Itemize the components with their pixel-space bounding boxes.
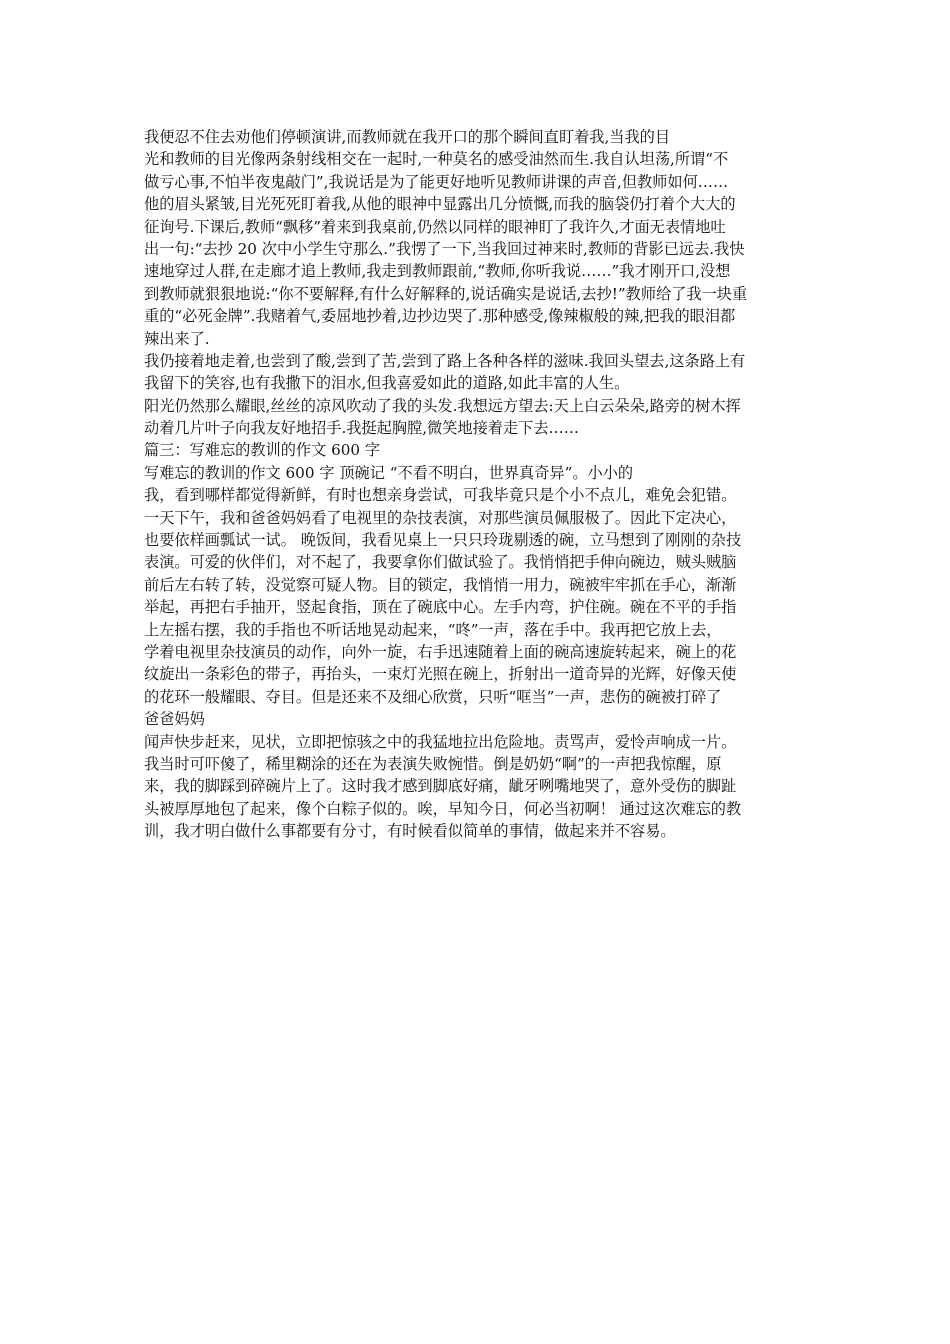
text-line: 举起，再把右手抽开，竖起食指，顶在了碗底中心。左手内弯，护住碗。碗在不平的手指: [144, 598, 737, 617]
text-line: 训，我才明白做什么事都要有分寸，有时候看似简单的事情，做起来并不容易。: [144, 822, 676, 841]
text-line: 到教师就狠狠地说:“你不要解释,有什么好解释的,说话确实是说话,去抄!”教师给了我一块重: [144, 284, 748, 303]
text-line: 光和教师的目光像两条射线相交在一起时,一种莫名的感受油然而生.我自认坦荡,所谓“不: [144, 150, 729, 169]
text-line: 头被厚厚地包了起来，像个白粽子似的。唉，早知今日，何必当初啊！ 通过这次难忘的教: [144, 799, 742, 818]
text-line: 也要依样画瓢试一试。 晚饭间，我看见桌上一只只玲珑剔透的碗，立马想到了刚刚的杂技: [144, 531, 742, 550]
text-line: 我当时可吓傻了，稀里糊涂的还在为表演失败惋惜。倒是奶奶“啊”的一声把我惊醒，原: [144, 754, 722, 773]
text-line: 闻声快步赶来，见状，立即把惊骇之中的我猛地拉出危险地。责骂声，爱怜声响成一片。: [144, 732, 737, 751]
text-line: 动着几片叶子向我友好地招手.我挺起胸膛,微笑地接着走下去……: [144, 419, 579, 438]
text-line: 速地穿过人群,在走廊才追上教师,我走到教师跟前,“教师,你听我说……”我才刚开口,没想: [144, 262, 731, 281]
text-line: 写难忘的教训的作文 600 字 顶碗记 “不看不明白，世界真奇异”。小小的: [144, 463, 634, 482]
text-line: 上左摇右摆，我的手指也不听话地晃动起来，“咚”一声，落在手中。我再把它放上去，: [144, 620, 722, 639]
text-line: 他的眉头紧皱,目光死死盯着我,从他的眼神中显露出几分愤慨,而我的脑袋仍打着个大大的: [144, 195, 736, 214]
text-line: 前后左右转了转，没觉察可疑人物。目的锁定，我悄悄一用力，碗被牢牢抓在手心，渐渐: [144, 575, 737, 594]
text-line: 我便忍不住去劝他们停顿演讲,而教师就在我开口的那个瞬间直盯着我,当我的目: [144, 128, 671, 146]
text-line: 的花环一般耀眼、夺目。但是还来不及细心欣赏，只听“哐当”一声，悲伤的碗被打碎了: [144, 687, 722, 706]
text-line: 出一句:“去抄 20 次中小学生守那么.”我愣了一下,当我回过神来时,教师的背影已远去.我快: [144, 239, 745, 258]
text-line: 表演。可爱的伙伴们，对不起了，我要拿你们做试验了。我悄悄把手伸向碗边，贼头贼脑: [144, 553, 737, 572]
section-heading: 篇三：写难忘的教训的作文 600 字: [144, 441, 381, 460]
text-line: 我留下的笑容,也有我撒下的泪水,但我喜爱如此的道路,如此丰富的人生。: [144, 374, 630, 393]
text-line: 重的“必死金牌”.我赌着气,委屈地抄着,边抄边哭了.那种感受,像辣椒般的辣,把我的眼泪都: [144, 307, 736, 326]
text-line: 阳光仍然那么耀眼,丝丝的凉风吹动了我的头发.我想远方望去:天上白云朵朵,路旁的树木挥: [144, 396, 741, 415]
text-line: 学着电视里杂技演员的动作，向外一旋，右手迅速随着上面的碗高速旋转起来，碗上的花: [144, 642, 737, 661]
text-line: 征询号.下课后,教师“飘移”着来到我桌前,仍然以同样的眼神盯了我许久,才面无表情地吐: [144, 217, 726, 236]
text-line: 辣出来了.: [144, 329, 210, 348]
text-line: 我，看到哪样都觉得新鲜，有时也想亲身尝试，可我毕竟只是个小不点儿，难免会犯错。: [144, 486, 737, 505]
text-line: 纹旋出一条彩色的带子，再抬头，一束灯光照在碗上，折射出一道奇异的光辉，好像天使: [144, 665, 737, 684]
text-line: 爸爸妈妈: [144, 710, 205, 729]
text-line: 做亏心事,不怕半夜鬼敲门”,我说话是为了能更好地听见教师讲课的声音,但教师如何……: [144, 172, 729, 191]
text-line: 我仍接着地走着,也尝到了酸,尝到了苦,尝到了路上各种各样的滋味.我回头望去,这条路上有: [144, 351, 746, 370]
text-line: 一天下午，我和爸爸妈妈看了电视里的杂技表演，对那些演员佩服极了。因此下定决心，: [144, 508, 737, 527]
text-line: 来，我的脚踩到碎碗片上了。这时我才感到脚底好痛，龇牙咧嘴地哭了，意外受伤的脚趾: [144, 777, 737, 796]
document-body: [144, 126, 808, 843]
